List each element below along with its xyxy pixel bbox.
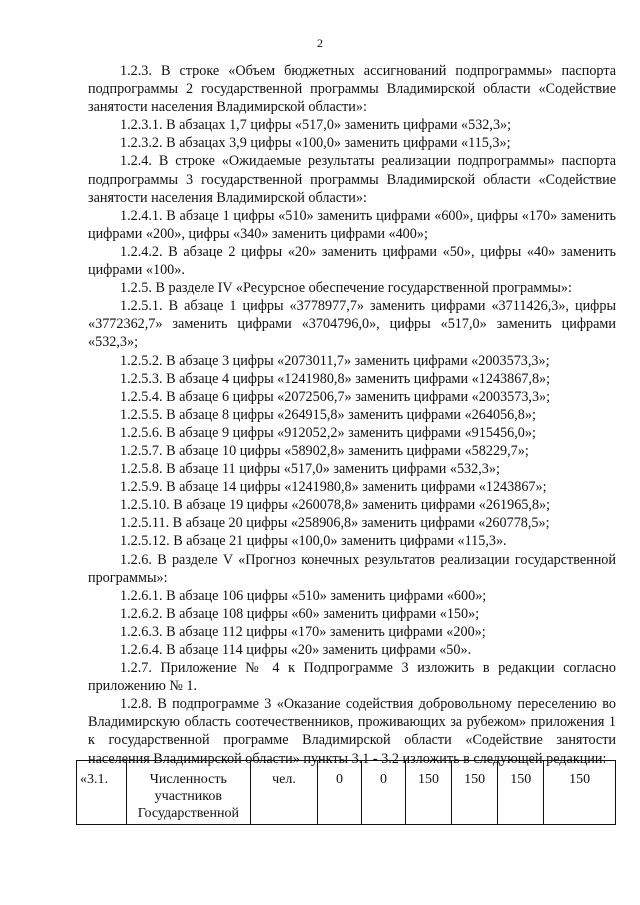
table-cell: 0 [317, 761, 361, 825]
paragraph: 1.2.5.12. В абзаце 21 цифры «100,0» заменить цифрами «115,3». [120, 533, 507, 550]
paragraph: 1.2.6.1. В абзаце 106 цифры «510» заменить цифрами «600»; [120, 587, 487, 604]
paragraph: 1.2.5.10. В абзаце 19 цифры «260078,8» заменить цифрами «261965,8»; [120, 497, 551, 514]
page-number: 2 [317, 36, 323, 50]
table-cell: 0 [361, 761, 405, 825]
table-cell: 150 [405, 761, 451, 825]
paragraph: 1.2.5.6. В абзаце 9 цифры «912052,2» заменить цифрами «915456,0»; [120, 424, 536, 441]
paragraph: 1.2.5. В разделе IV «Ресурсное обеспечение государственной программы»: [120, 280, 572, 297]
paragraph: 1.2.6.2. В абзаце 108 цифры «60» заменить цифрами «150»; [120, 605, 480, 622]
paragraph: 1.2.5.9. В абзаце 14 цифры «1241980,8» заменить цифрами «1243867»; [120, 479, 547, 496]
paragraph: 1.2.7. Приложение № 4 к Подпрограмме 3 изложить в редакции согласно приложению № 1. [88, 660, 616, 695]
paragraph: 1.2.5.1. В абзаце 1 цифры «3778977,7» заменить цифрами «3711426,3», цифры «3772362,7» заменить цифрами «3704796,0», цифры «517,0» заменить цифрами «532,3»; [88, 298, 616, 351]
table-row [77, 761, 616, 825]
table-cell: 150 [452, 761, 498, 825]
paragraph: 1.2.6. В разделе V «Прогноз конечных результатов реализации государственной программы»: [88, 551, 616, 586]
paragraph: 1.2.3.2. В абзацах 3,9 цифры «100,0» заменить цифрами «115,3»; [120, 135, 511, 152]
table-cell: Численность участников Государственной [126, 761, 250, 825]
paragraph: 1.2.5.4. В абзаце 6 цифры «2072506,7» заменить цифрами «2003573,3»; [120, 388, 551, 405]
paragraph: 1.2.8. В подпрограмме 3 «Оказание содействия добровольному переселению во Владимирскую область соотечественников, проживающих за рубежом» приложения 1 к государственной программе Владимирской области «Содействие занятости населения Владимирской области» пункты 3.1 - 3.2 изложить в следующей редакции: [88, 696, 616, 767]
paragraph: 1.2.3.1. В абзацах 1,7 цифры «517,0» заменить цифрами «532,3»; [120, 117, 512, 134]
table-cell: 150 [544, 761, 616, 825]
table-cell: чел. [251, 761, 318, 825]
paragraph: 1.2.5.3. В абзаце 4 цифры «1241980,8» заменить цифрами «1243867,8»; [120, 370, 551, 387]
paragraph: 1.2.5.2. В абзаце 3 цифры «2073011,7» заменить цифрами «2003573,3»; [120, 352, 550, 369]
paragraph: 1.2.3. В строке «Объем бюджетных ассигнований подпрограммы» паспорта подпрограммы 2 государственной программы Владимирской области «Содействие занятости населения Владимирской области»: [88, 63, 616, 116]
table-cell: «3.1. [77, 761, 127, 825]
paragraph: 1.2.5.5. В абзаце 8 цифры «264915,8» заменить цифрами «264056,8»; [120, 406, 536, 423]
paragraph: 1.2.4. В строке «Ожидаемые результаты реализации подпрограммы» паспорта подпрограммы 3 государственной программы Владимирской области «Содействие занятости населения Владимирской области»: [88, 153, 616, 206]
paragraph: 1.2.6.3. В абзаце 112 цифры «170» заменить цифрами «200»; [120, 623, 486, 640]
document-body [88, 62, 616, 768]
paragraph: 1.2.4.1. В абзаце 1 цифры «510» заменить цифрами «600», цифры «170» заменить цифрами «200», цифры «340» заменить цифрами «400»; [88, 207, 616, 242]
paragraph: 1.2.5.8. В абзаце 11 цифры «517,0» заменить цифрами «532,3»; [120, 461, 500, 478]
paragraph: 1.2.4.2. В абзаце 2 цифры «20» заменить цифрами «50», цифры «40» заменить цифрами «100». [88, 243, 616, 279]
paragraph: 1.2.6.4. В абзаце 114 цифры «20» заменить цифрами «50». [120, 642, 472, 658]
paragraph: 1.2.5.7. В абзаце 10 цифры «58902,8» заменить цифрами «58229,7»; [120, 442, 529, 459]
indicator-table [76, 760, 616, 825]
table-cell: 150 [498, 761, 544, 825]
paragraph: 1.2.5.11. В абзаце 20 цифры «258906,8» заменить цифрами «260778,5»; [120, 515, 550, 532]
